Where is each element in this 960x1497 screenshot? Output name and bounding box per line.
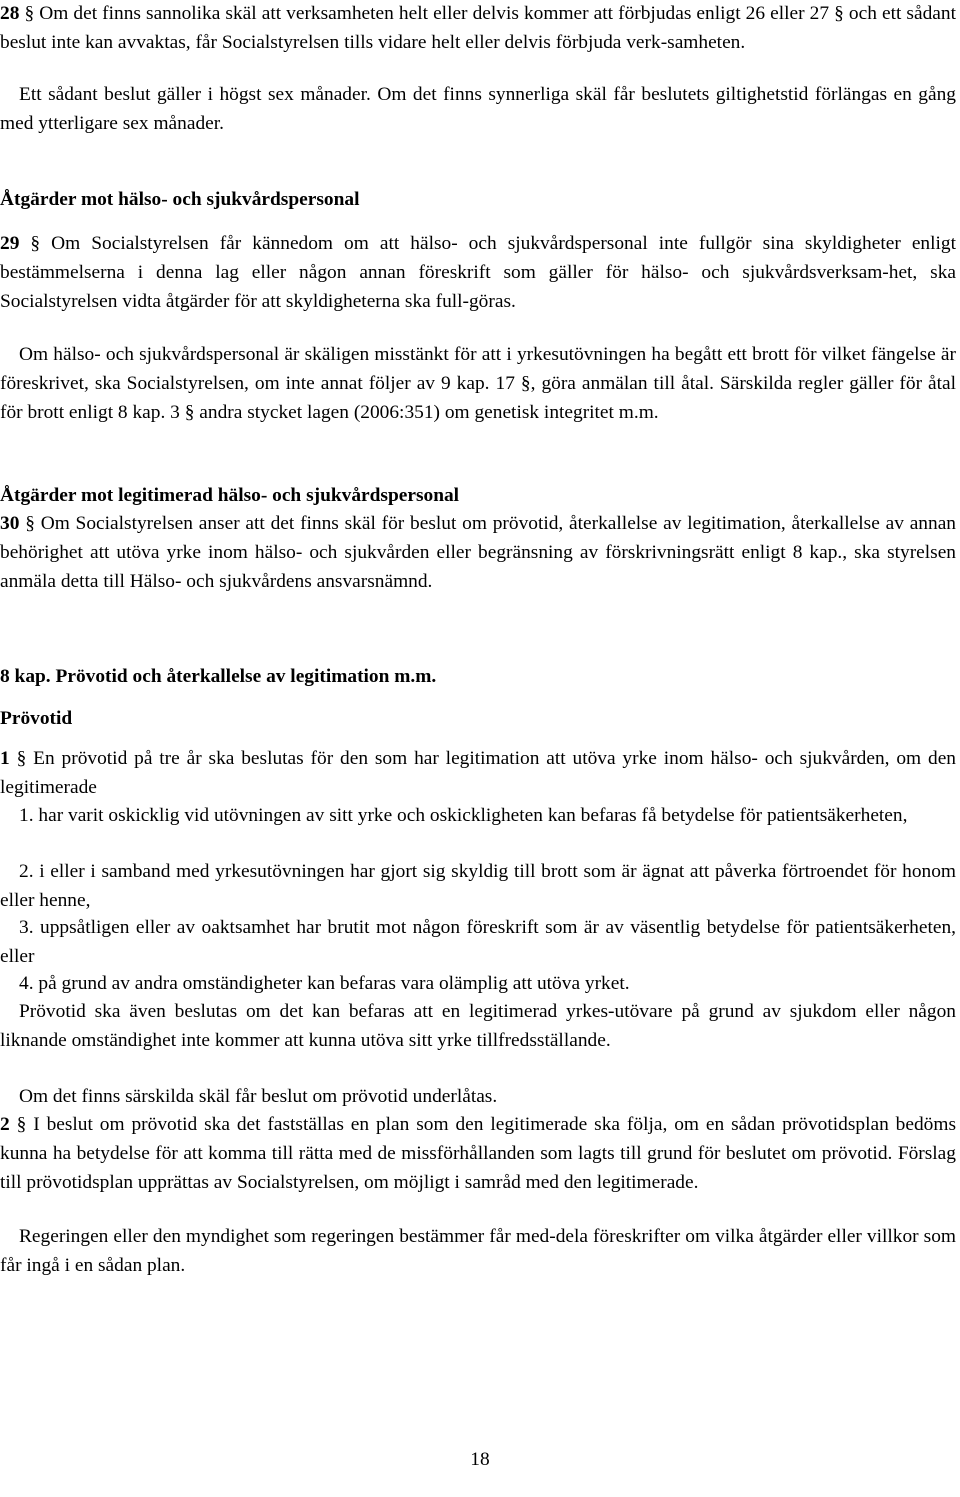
paragraph-1: [0, 744, 956, 802]
section-number: 30: [0, 513, 20, 534]
section-number: 2: [0, 1114, 10, 1135]
section-number: 28: [0, 3, 20, 24]
section-sign: §: [25, 513, 35, 534]
paragraph-30: [0, 509, 956, 596]
paragraph-text: Om hälso- och sjukvårdspersonal är skäligen misstänkt för att i yrkesutövningen ha begått ett brott för vilket fängelse är föreskrivet, ska Socialstyrelsen, om inte annat följer av 9 kap. 17: [0, 344, 956, 394]
list-item: 2. i eller i samband med yrkesutövningen har gjort sig skyldig till brott som är ägnat att påverka förtroendet för honom eller henne,: [0, 861, 956, 911]
paragraph-1-third: Om det finns särskilda skäl får beslut om prövotid underlåtas.: [19, 1086, 498, 1107]
chapter-heading: 8 kap. Prövotid och återkallelse av legitimation m.m.: [0, 666, 437, 687]
paragraph-text: , göra anmälan till åtal. Särskilda regler gäller för åtal för brott enligt 8 kap. 3: [0, 373, 956, 423]
paragraph-28: [0, 0, 956, 57]
section-sign: §: [16, 1114, 27, 1135]
paragraph-28-second: Ett sådant beslut gäller i högst sex månader. Om det finns synnerliga skäl får beslutets giltighetstid förlängas en gång med ytterligare sex månader.: [0, 84, 956, 134]
paragraph-text: andra stycket lagen (2006:351) om genetisk integritet m.m.: [199, 402, 659, 423]
section-sign: §: [24, 3, 35, 24]
section-sign: §: [184, 402, 195, 423]
list-item: 1. har varit oskicklig vid utövningen av sitt yrke och oskickligheten kan befaras få betydelse för patientsäkerheten,: [19, 805, 908, 826]
section-number: 29: [0, 233, 20, 254]
section-heading: Åtgärder mot legitimerad hälso- och sjukvårdspersonal: [0, 485, 460, 506]
paragraph-text: Om det finns sannolika skäl att verksamheten helt eller delvis kommer att förbjudas enligt 26 eller 27: [39, 3, 830, 24]
section-sign: §: [834, 3, 844, 24]
page-number: 18: [470, 1449, 490, 1470]
paragraph-text: En prövotid på tre år ska beslutas för den som har legitimation att utöva yrke inom hälso- och sjukvården, om den legitimerade: [0, 748, 956, 798]
section-heading: Åtgärder mot hälso- och sjukvårdspersonal: [0, 189, 360, 210]
section-sign: §: [30, 233, 41, 254]
paragraph-29: [0, 229, 956, 316]
section-number: 1: [0, 748, 10, 769]
list-item: 3. uppsåtligen eller av oaktsamhet har brutit mot någon föreskrift som är av väsentlig betydelse för patientsäkerheten, eller: [0, 917, 956, 967]
paragraph-2: [0, 1110, 956, 1197]
list-item: 4. på grund av andra omständigheter kan befaras vara olämplig att utöva yrket.: [19, 973, 630, 994]
section-sign: §: [520, 373, 531, 394]
paragraph-29-second: [0, 340, 956, 427]
subheading: Prövotid: [0, 708, 73, 729]
paragraph-text: Om Socialstyrelsen får kännedom om att hälso- och sjukvårdspersonal inte fullgör sina skyldigheter enligt bestämmelserna i denna lag eller någon annan föreskrift som gäller för hälso- och sjukvårdsverksam-het, ska Socialstyrelsen vidta åtgärder för att skyldigheterna ska full-göras.: [0, 233, 956, 312]
paragraph-text: och ett sådant beslut inte kan avvaktas, får Socialstyrelsen tills vidare helt eller delvis förbjuda verk-samheten.: [0, 3, 956, 53]
paragraph-1-second: Prövotid ska även beslutas om det kan befaras att en legitimerad yrkes-utövare på grund av sjukdom eller någon liknande omständighet inte kommer att kunna utöva sitt yrke tillfredsställande.: [0, 1001, 956, 1051]
section-sign: §: [16, 748, 27, 769]
paragraph-2-second: Regeringen eller den myndighet som regeringen bestämmer får med-dela föreskrifter om vilka åtgärder eller villkor som får ingå i en sådan plan.: [0, 1226, 956, 1276]
paragraph-text: Om Socialstyrelsen anser att det finns skäl för beslut om prövotid, återkallelse av legitimation, återkallelse av annan behörighet att utöva yrke inom hälso- och sjukvården eller begränsning av förskrivningsrätt enligt 8 kap., ska styrelsen anmäla detta till Hälso- och sjukvårdens ansvarsnämnd.: [0, 513, 956, 592]
paragraph-text: I beslut om prövotid ska det fastställas en plan som den legitimerade ska följa, om en sådan prövotidsplan bedöms kunna ha betydelse för att komma till rätta med de missförhållanden som lagts till grund för beslutet om prövotid. Förslag till prövotidsplan upprättas av Socialstyrelsen, om möjligt i samråd med den legitimerade.: [0, 1114, 956, 1193]
